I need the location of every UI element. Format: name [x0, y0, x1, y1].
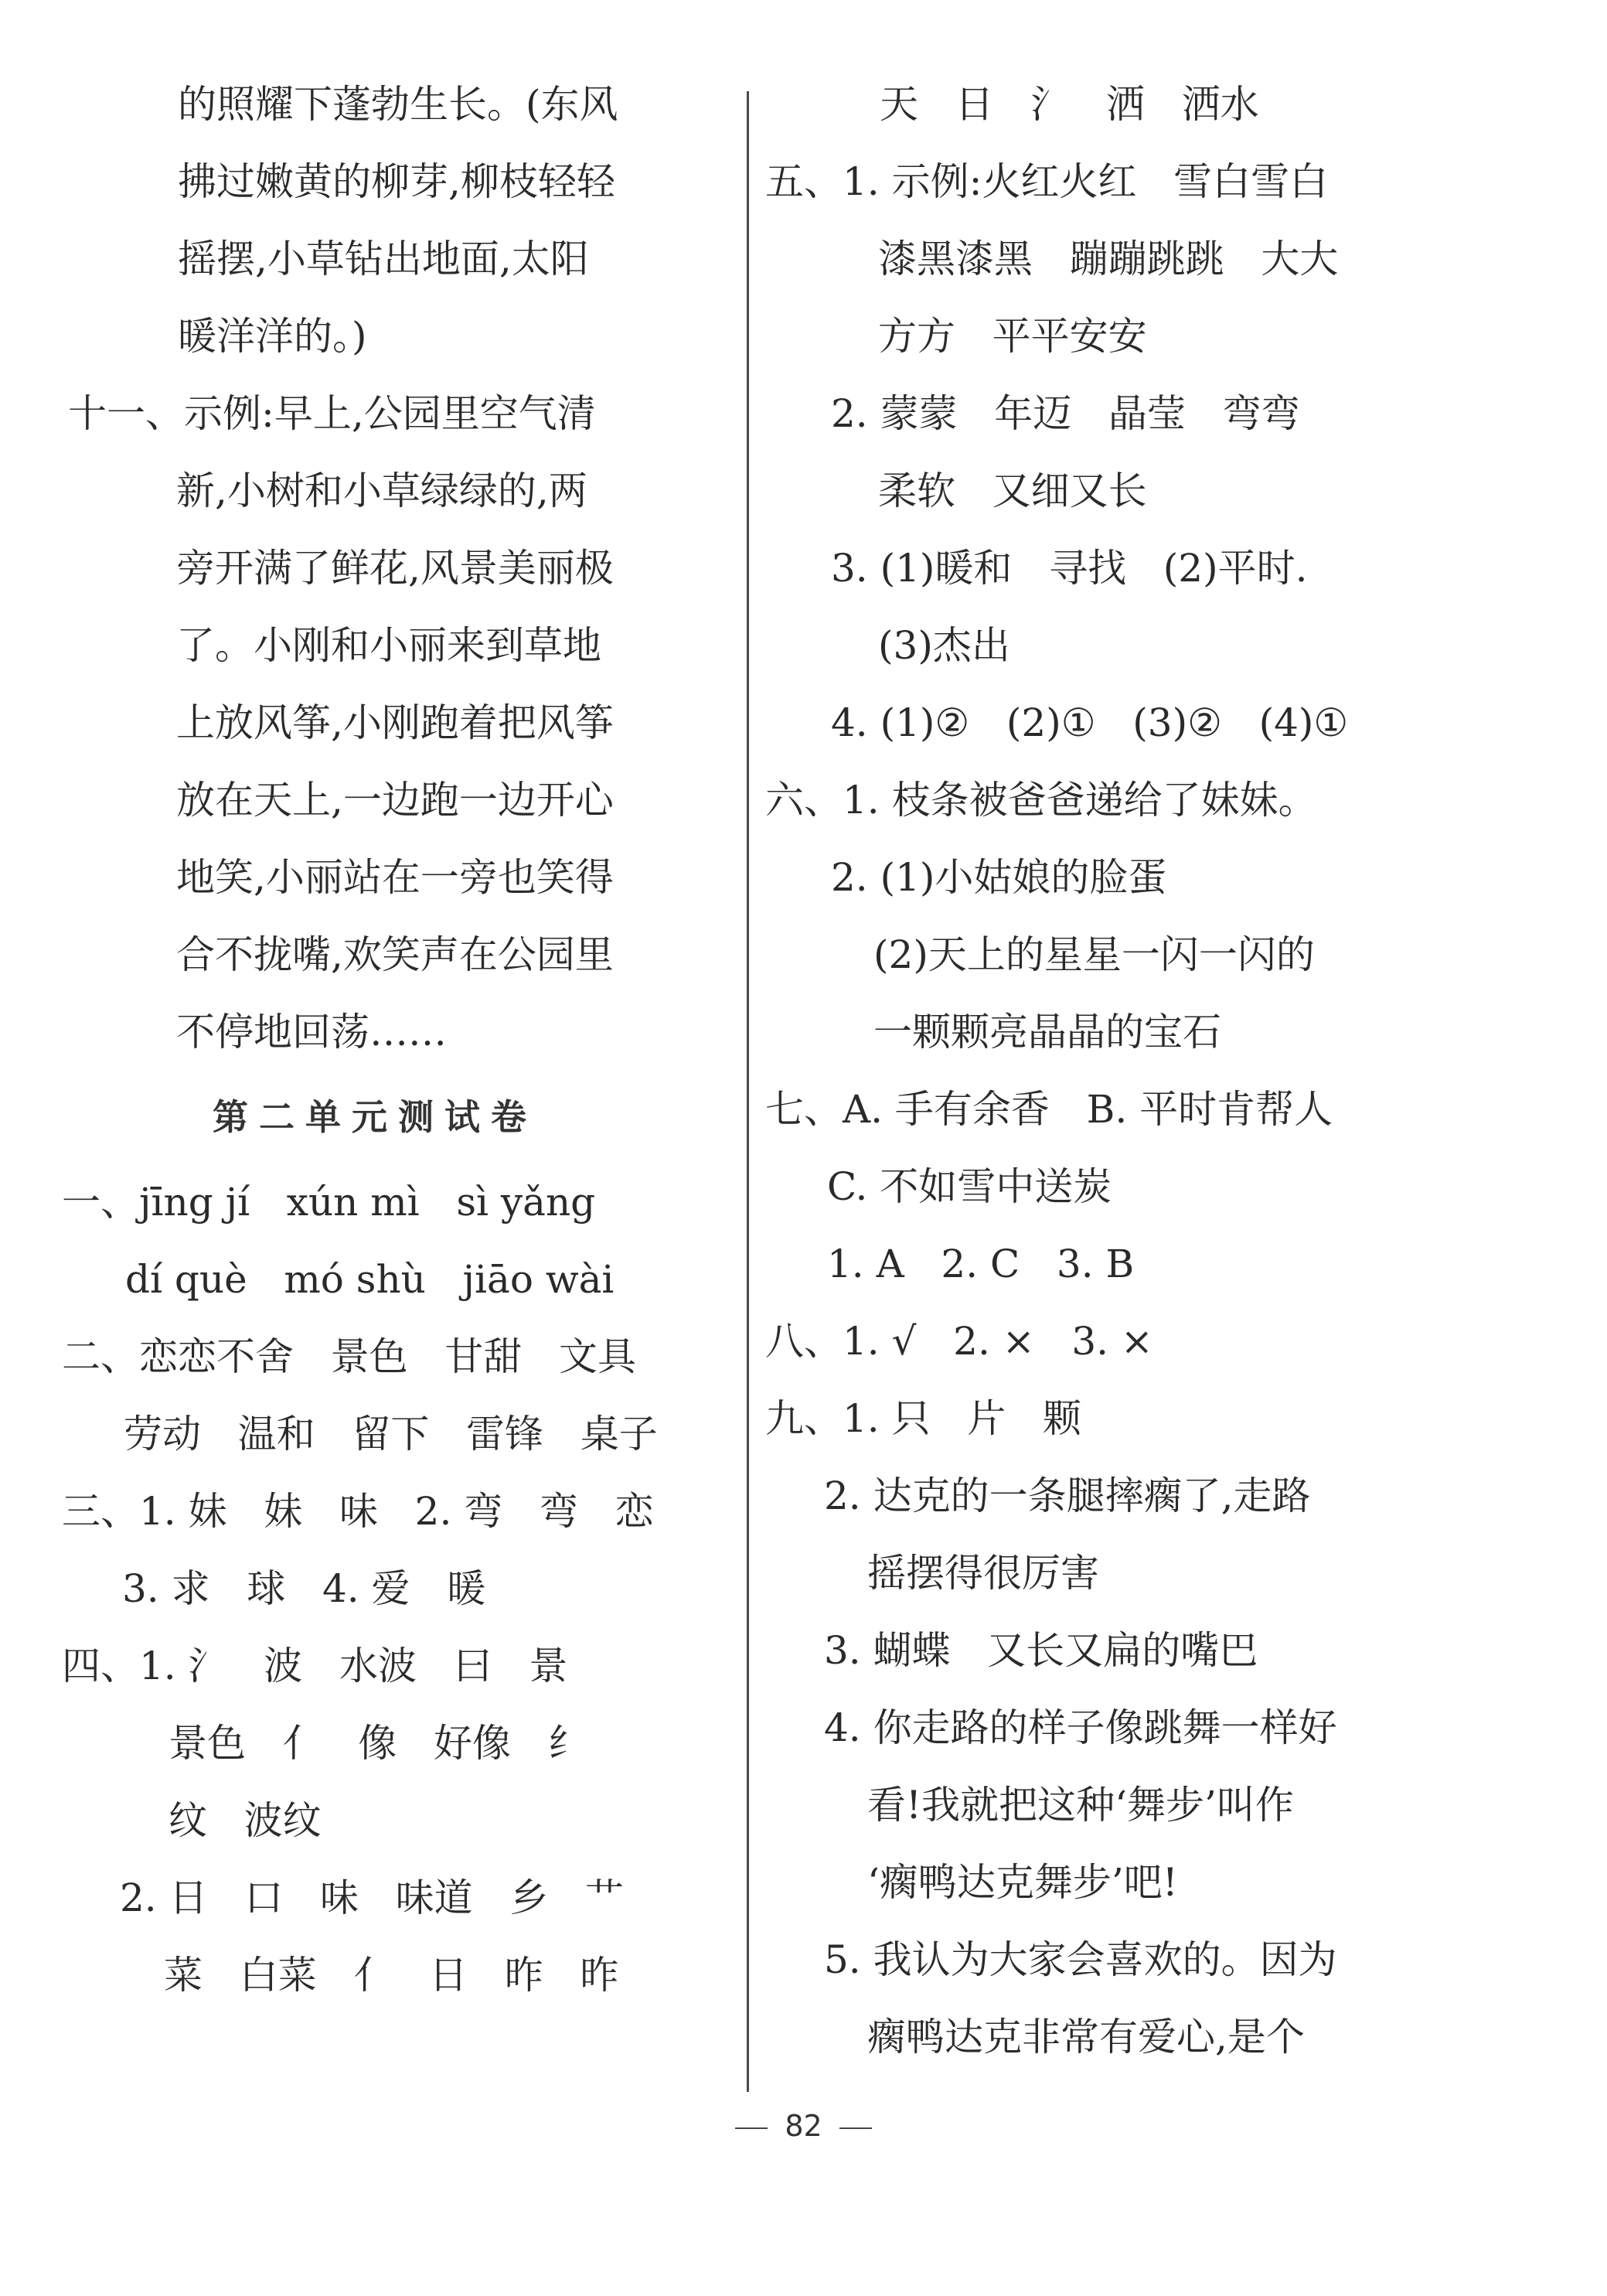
question-5: 五、1. 示例:火红火红 雪白雪白: [765, 159, 1329, 204]
text-line: 了。小刚和小丽来到草地: [176, 623, 601, 668]
text-line: 3. 求 球 4. 爱 暖: [122, 1566, 486, 1611]
text-line: 漆黑漆黑 蹦蹦跳跳 大大: [878, 237, 1339, 281]
text-line: 3. (1)暖和 寻找 (2)平时.: [831, 546, 1308, 591]
footer-dash: [839, 2127, 872, 2129]
text-line: 2. 日 口 味 味道 乡 艹: [120, 1875, 625, 1920]
question-2: 二、恋恋不舍 景色 甘甜 文具: [62, 1334, 637, 1379]
text-line: 的照耀下蓬勃生长。(东风: [178, 82, 618, 127]
question-4: 四、1. 氵 波 水波 曰 景: [62, 1644, 568, 1688]
text-line: 上放风筝,小刚跑着把风筝: [176, 700, 614, 745]
text-line: 瘸鸭达克非常有爱心,是个: [867, 2015, 1305, 2059]
text-line: 摇摆得很厉害: [867, 1551, 1099, 1596]
question-9: 九、1. 只 片 颗: [765, 1396, 1081, 1441]
text-line: 地笑,小丽站在一旁也笑得: [176, 855, 614, 900]
text-line: 方方 平平安安: [878, 314, 1147, 359]
question-3: 三、1. 妹 妹 味 2. 弯 弯 恋: [62, 1489, 654, 1534]
question-6: 六、1. 枝条被爸爸递给了妹妹。: [765, 778, 1317, 823]
text-line: 放在天上,一边跑一边开心: [176, 778, 614, 823]
text-line: 2. (1)小姑娘的脸蛋: [831, 855, 1167, 900]
question-11: 十一、示例:早上,公园里空气清: [68, 391, 596, 436]
text-line: 新,小树和小草绿绿的,两: [176, 468, 587, 513]
question-8: 八、1. √ 2. × 3. ×: [765, 1319, 1153, 1364]
text-line: 柔软 又细又长: [878, 468, 1147, 513]
text-line: 拂过嫩黄的柳芽,柳枝轻轻: [178, 159, 615, 204]
text-line: 劳动 温和 留下 雷锋 桌子: [124, 1412, 658, 1456]
text-line: (2)天上的星星一闪一闪的: [873, 932, 1315, 977]
footer-dash: [735, 2127, 768, 2129]
text-line: 4. (1)② (2)① (3)② (4)①: [831, 700, 1349, 745]
text-line: 1. A 2. C 3. B: [827, 1242, 1135, 1286]
text-line: 暖洋洋的。): [178, 314, 367, 359]
column-divider: [747, 91, 749, 2092]
text-line: 摇摆,小草钻出地面,太阳: [178, 237, 589, 281]
section-title: 第二单元测试卷: [213, 1096, 537, 1138]
text-line: 天 日 氵 洒 洒水: [880, 82, 1259, 127]
text-line: 菜 白菜 亻 日 昨 昨: [164, 1953, 619, 1998]
text-line: 看!我就把这种‘舞步’叫作: [867, 1783, 1294, 1828]
text-line: 2. 达克的一条腿摔瘸了,走路: [824, 1473, 1311, 1518]
text-line: 纹 波纹: [169, 1798, 322, 1843]
text-line: (3)杰出: [878, 623, 1010, 668]
text-line: 2. 蒙蒙 年迈 晶莹 弯弯: [831, 391, 1300, 436]
text-line: 旁开满了鲜花,风景美丽极: [176, 546, 614, 591]
question-1: 一、jīng jí xún mì sì yǎng: [62, 1180, 596, 1225]
question-7: 七、A. 手有余香 B. 平时肯帮人: [765, 1087, 1333, 1132]
text-line: 景色 亻 像 好像 纟: [169, 1721, 587, 1766]
text-line: 一颗颗亮晶晶的宝石: [873, 1010, 1221, 1054]
text-line: 5. 我认为大家会喜欢的。因为: [824, 1937, 1337, 1982]
text-line: 3. 蝴蝶 又长又扁的嘴巴: [824, 1628, 1258, 1673]
text-line: 4. 你走路的样子像跳舞一样好: [824, 1705, 1337, 1750]
page-number: 82: [785, 2109, 822, 2143]
text-line: dí què mó shù jiāo wài: [125, 1257, 615, 1302]
page-number-footer: [0, 2103, 1607, 2149]
text-line: 不停地回荡……: [176, 1010, 447, 1054]
text-line: ‘瘸鸭达克舞步’吧!: [867, 1860, 1178, 1905]
text-line: C. 不如雪中送炭: [827, 1164, 1112, 1209]
text-line: 合不拢嘴,欢笑声在公园里: [176, 932, 614, 977]
